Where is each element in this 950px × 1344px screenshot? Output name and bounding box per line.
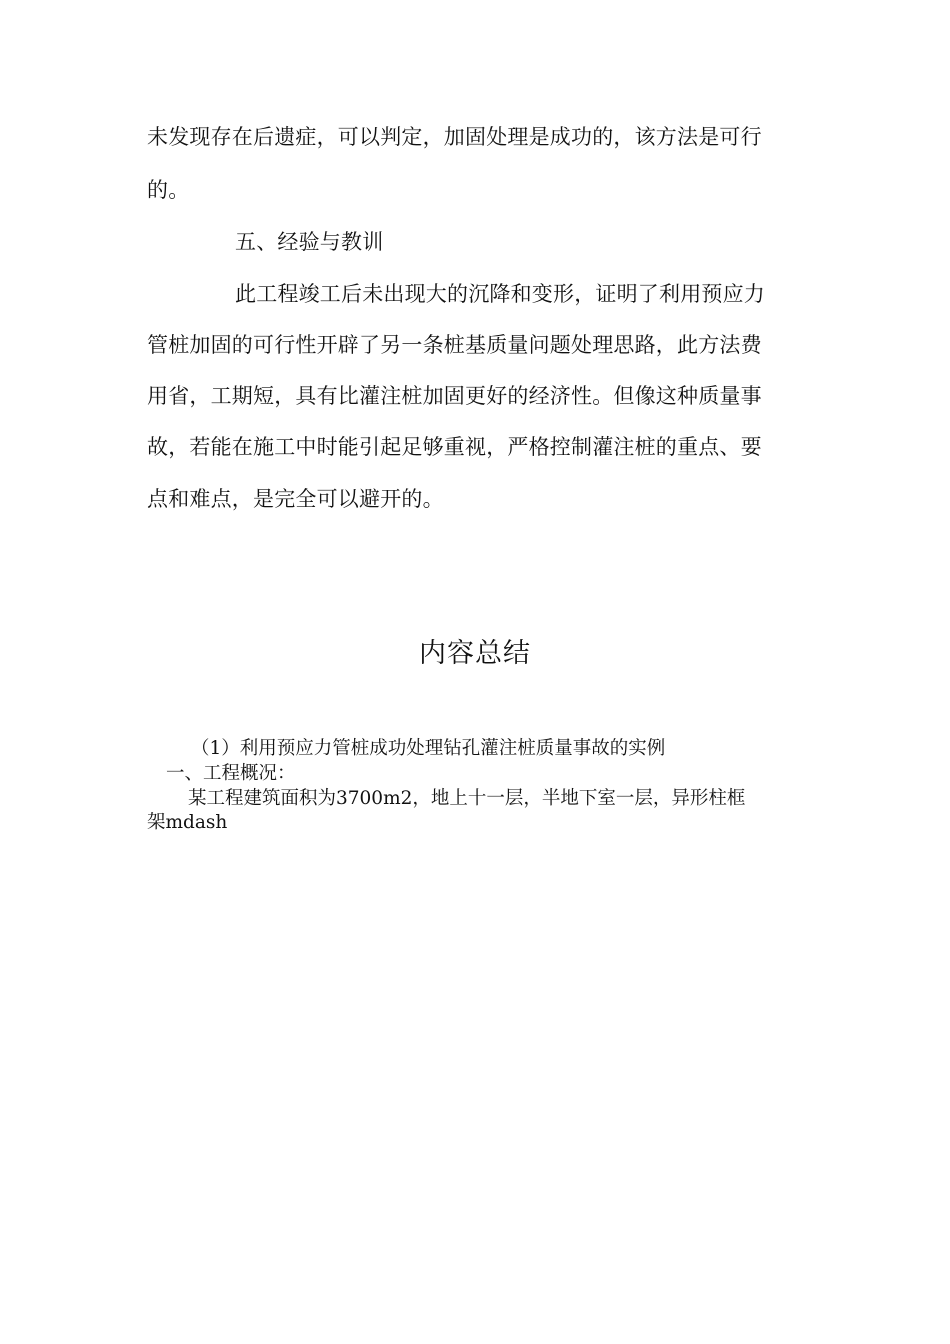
paragraph-line: 故，若能在施工中时能引起足够重视，严格控制灌注桩的重点、要 (147, 435, 762, 459)
paragraph-line: 此工程竣工后未出现大的沉降和变形，证明了利用预应力 (235, 282, 765, 306)
summary-item: 某工程建筑面积为3700m2，地上十一层，半地下室一层，异形柱框 (188, 788, 746, 809)
paragraph-line: 点和难点，是完全可以避开的。 (147, 487, 444, 511)
summary-item: （1）利用预应力管桩成功处理钻孔灌注桩质量事故的实例 (191, 738, 666, 759)
body-text-line: 的。 (147, 178, 190, 202)
summary-title: 内容总结 (419, 638, 531, 669)
summary-item: 一、工程概况： (166, 763, 296, 784)
section-heading: 五、经验与教训 (235, 230, 384, 254)
paragraph-line: 用省，工期短，具有比灌注桩加固更好的经济性。但像这种质量事 (147, 384, 762, 408)
summary-item: 架mdash (147, 812, 228, 833)
body-text-line: 未发现存在后遗症，可以判定，加固处理是成功的，该方法是可行 (147, 125, 762, 149)
paragraph-line: 管桩加固的可行性开辟了另一条桩基质量问题处理思路，此方法费 (147, 333, 762, 357)
